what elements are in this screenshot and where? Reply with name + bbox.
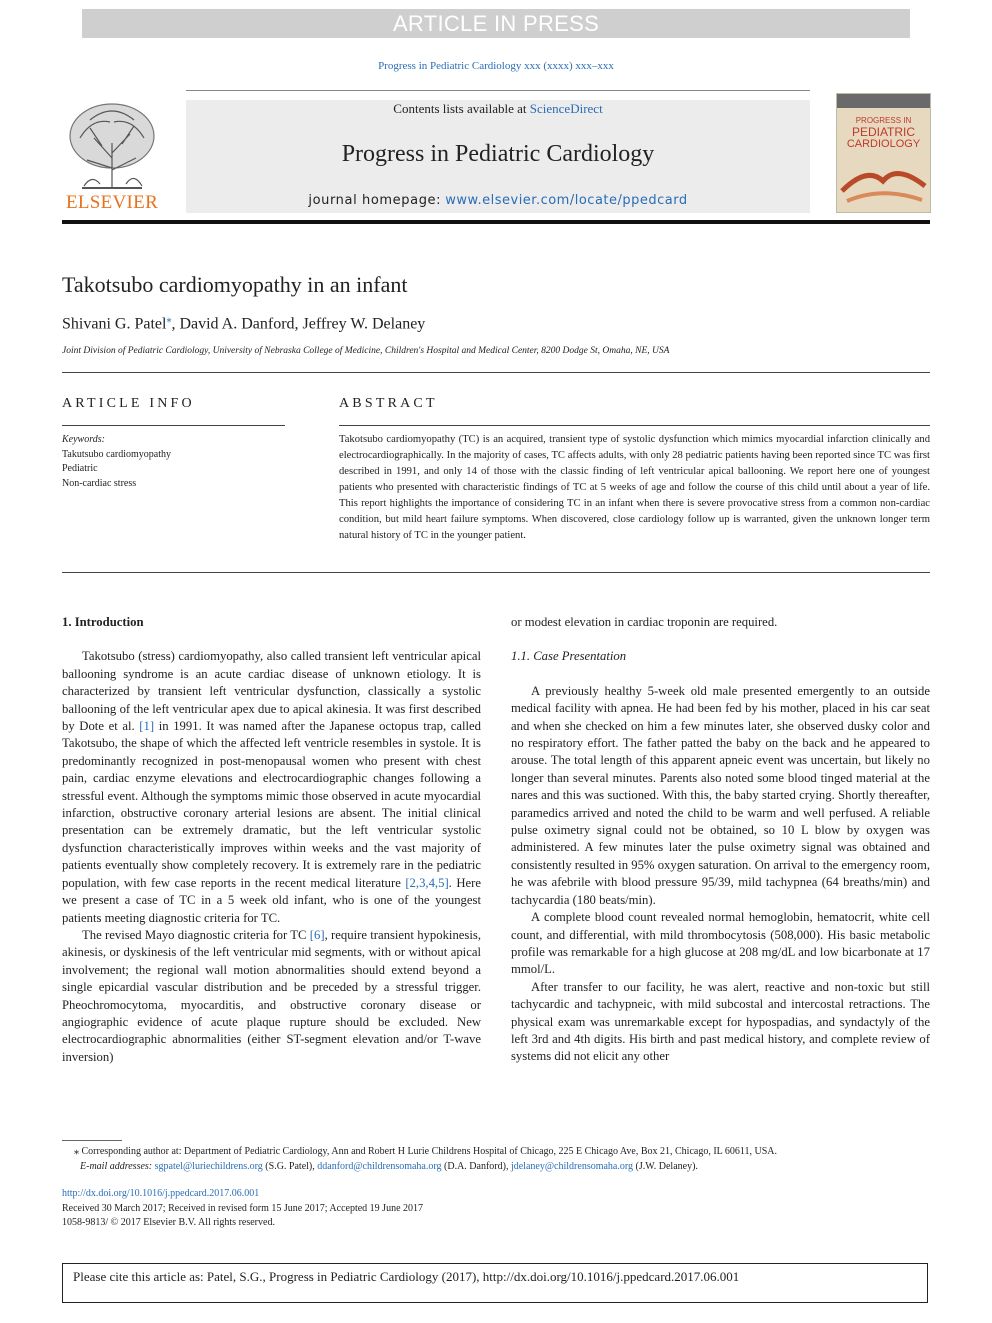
case-paragraph-3: After transfer to our facility, he was alert, reactive and non-toxic but still tachycardic and tachypneic, with mild subcostal and intercostal retractions. The physical exam was unremarkable except for hypospadias, and syndactyly of the left 3rd and 4th digits. His birth and past medical history, and complete review of systems did not elicit any other <box>511 979 930 1064</box>
intro-p1-text-a: Takotsubo (stress) cardiomyopathy, also called transient left ventricular apical ballooning syndrome is an acute cardiac disease of unknown etiology. It is characterized by transient left ventricular dysfunction, classically a systolic ballooning of the left ventricular apex due to apical akinesia. It was first described by Dote et al. <box>62 649 481 734</box>
email-label: E-mail addresses: <box>80 1160 153 1172</box>
footnotes <box>62 1145 930 1231</box>
footnote-rule <box>62 1140 122 1141</box>
email-link[interactable]: sgpatel@luriechildrens.org <box>154 1160 263 1172</box>
article-info-heading: ARTICLE INFO <box>62 396 195 411</box>
intro-paragraph-2 <box>62 927 481 1066</box>
keywords-label: Keywords: <box>62 434 105 445</box>
journal-reference[interactable]: Progress in Pediatric Cardiology xxx (xxxx) xxx–xxx <box>378 60 614 72</box>
homepage-label: journal homepage: <box>308 193 442 208</box>
cover-line-3: CARDIOLOGY <box>846 138 921 150</box>
right-column <box>511 614 930 1066</box>
cover-line-2: PEDIATRIC <box>851 125 916 139</box>
journal-cover-thumbnail[interactable] <box>836 93 931 213</box>
case-paragraph-2: A complete blood count revealed normal hemoglobin, hematocrit, white cell count, and differential, with mild thrombocytosis (508,000). His basic metabolic profile was remarkable for a high glucose at 208 mg/dL and low bicarbonate at 17 mmol/L. <box>511 910 930 977</box>
affiliation: Joint Division of Pediatric Cardiology, University of Nebraska College of Medicine, Children's Hospital and Medical Center, 8200 Dodge St, Omaha, NE, USA <box>62 346 670 356</box>
intro-p1-text-b: in 1991. It was named after the Japanese octopus trap, called Takotsubo, the shape of which the affected left ventricle resembles in systole. It is predominantly recognized in post-menopausal women who present with chest pain, cardiac enzyme elevations and electrocardiographic changes following a stressful event. Although the symptoms mimic those observed in acute myocardial infarction, obstructive coronary arterial lesions are absent. The initial clinical presentation can be extremely dramatic, but the left ventricular systolic dysfunction characteristically improves within weeks and the vast majority of patients eventually show completely recovery. It is extremely rare in the pediatric population, with few case reports in the recent medical literature <box>62 719 482 890</box>
contents-line <box>186 101 810 117</box>
article-title: Takotsubo cardiomyopathy in an infant <box>62 272 408 297</box>
cover-line-1: PROGRESS IN <box>855 116 912 125</box>
sciencedirect-link[interactable]: ScienceDirect <box>529 101 603 116</box>
email-link[interactable]: jdelaney@childrensomaha.org <box>510 1160 634 1172</box>
intro-p2-text-b: , require transient hypokinesis, akinesis, or dyskinesis of the left ventricular mid segments, with or without apical involvement; the regional wall motion abnormalities should extend beyond a single epicardial vascular distribution and be preceded by a stressful trigger. Pheochromocytoma, myocarditis, and obstructive coronary disease or angiographic evidence of acute plaque rupture should be excluded. New electrocardiographic abnormalities (either ST-segment elevation and/or T-wave inversion) <box>62 927 481 1064</box>
header-thick-rule <box>62 220 930 224</box>
abstract-text: Takotsubo cardiomyopathy (TC) is an acquired, transient type of systolic dysfunction which mimics myocardial infarction clinically and electrocardiographically. In the majority of cases, TC affects adults, with only 28 pediatric patients having been reported since TC was first described in 1991, and only 14 of those with the classic finding of left ventricular apical ballooning. We report here one of youngest patients who presented with characteristic findings of TC at 5 weeks of age and follow the course of this child until about a year of life. This report highlights the importance of considering TC in an infant when there is severe provocative stress from a common non-cardiac condition, but mild heart failure symptoms. When discovered, close cardiology follow up is warranted, given the unknown longer term natural history of TC in the younger patient. <box>339 434 930 541</box>
first-author: Shivani G. Patel <box>62 315 167 333</box>
homepage-link[interactable]: www.elsevier.com/locate/ppedcard <box>445 193 688 208</box>
case-paragraph-1: A previously healthy 5-week old male presented emergently to an outside medical facility with apnea. He had been fed by his mother, placed in his car seat and when she checked on him a few minutes later, she observed dusky color and no respiratory effort. The father patted the baby on the back and he appeared to arouse. The total length of this apparent apneic event was uncertain, but likely no longer than several minutes. Parents also noted some blood tinged material at the nares and this was suctioned. With this, the baby started crying. Shortly thereafter, paramedics arrived and noted the child to be warm and well perfused. A reliable pulse oximetry signal could not be obtained, so 10 L blow by oxygen was administered. A few minutes later the pulse oximetry signal was obtained and consistently resulted in 95% oxygen saturation. On arrival to the emergency room, he was afebrile with blood pressure 95/39, mild tachypnea (64 breaths/min) and tachycardia (180 beats/min). <box>511 683 930 907</box>
citation-link[interactable]: [2,3,4,5] <box>405 875 449 890</box>
keyword-item: Pediatric <box>62 463 98 474</box>
contents-prefix: Contents lists available at <box>393 101 527 116</box>
received-dates: Received 30 March 2017; Received in revised form 15 June 2017; Accepted 19 June 2017 <box>62 1202 424 1214</box>
abstract-bottom-rule <box>62 572 930 573</box>
other-authors: , David A. Danford, Jeffrey W. Delaney <box>171 315 426 333</box>
citation-link[interactable]: [1] <box>139 719 155 734</box>
intro-p2-text-a: The revised Mayo diagnostic criteria for TC <box>82 927 307 942</box>
author-list <box>62 314 425 333</box>
abstract-heading: ABSTRACT <box>339 396 438 411</box>
keyword-item: Non-cardiac stress <box>62 477 137 489</box>
journal-name: Progress in Pediatric Cardiology <box>341 141 655 167</box>
email-owner: (J.W. Delaney). <box>635 1160 698 1172</box>
section-title-introduction: 1. Introduction <box>62 615 144 629</box>
journal-homepage <box>186 193 810 208</box>
continuation-text: or modest elevation in cardiac troponin are required. <box>511 615 778 629</box>
email-owner: (S.G. Patel), <box>265 1160 315 1172</box>
header-top-rule <box>186 90 810 91</box>
keywords-block <box>62 433 171 491</box>
cover-hands-illustration <box>837 156 930 206</box>
abstract-rule <box>339 425 930 426</box>
elsevier-wordmark: ELSEVIER <box>65 192 159 213</box>
title-bottom-rule <box>62 372 930 373</box>
subsection-title-case-presentation: 1.1. Case Presentation <box>511 649 627 664</box>
citation-link[interactable]: [6] <box>309 927 325 942</box>
intro-paragraph-1 <box>62 648 481 927</box>
article-info-rule <box>62 425 285 426</box>
left-column <box>62 614 481 1066</box>
doi-link[interactable]: http://dx.doi.org/10.1016/j.ppedcard.2017.06.001 <box>62 1188 260 1199</box>
citation-box: Please cite this article as: Patel, S.G., Progress in Pediatric Cardiology (2017), http://dx.doi.org/10.1016/j.ppedcard.2017.06.001 <box>62 1263 928 1303</box>
email-owner: (D.A. Danford), <box>444 1160 509 1172</box>
copyright-line: 1058-9813/ © 2017 Elsevier B.V. All rights reserved. <box>62 1217 275 1228</box>
corresponding-author-mark[interactable]: ⁎ <box>166 314 172 325</box>
email-addresses <box>62 1160 930 1175</box>
corresponding-author-note: ⁎ Corresponding author at: Department of Pediatric Cardiology, Ann and Robert H Lurie Childrens Hospital of Chicago, 225 E Chicago Ave, Box 21, Chicago, IL 60611, USA. <box>74 1146 778 1157</box>
article-in-press-banner: ARTICLE IN PRESS <box>82 9 910 38</box>
email-link[interactable]: ddanford@childrensomaha.org <box>317 1160 442 1172</box>
intro-p1-text-c: . Here we present a case of TC in a 5 week old infant, who is one of the youngest patients meeting diagnostic criteria for TC. <box>62 875 481 925</box>
keyword-item: Takutsubo cardiomyopathy <box>62 448 171 460</box>
